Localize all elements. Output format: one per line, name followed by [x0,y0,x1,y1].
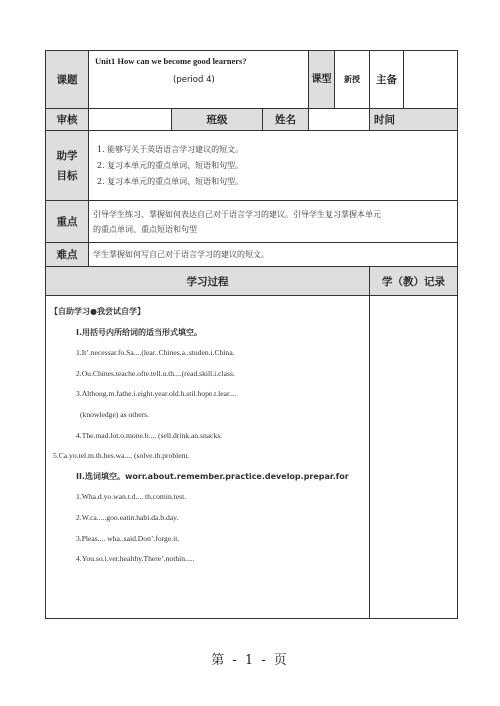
label-class: 班级 [172,109,263,131]
label-review: 审核 [46,109,89,131]
exercise-line: 4.The.mad.lot.o.mone.b.... (sell.drink.an.snacks. [76,430,223,440]
objective-item: 1. 能够写关于英语语言学习建议的短文。 [97,144,244,154]
record-header: 学（教）记录 [370,267,458,296]
lesson-title: Unit1 How can we become good learners? [95,56,247,66]
objective-item: 2. 复习本单元的重点单词、短语和句型。 [97,160,244,170]
section-one-heading: Ⅰ.用括号内所给词的适当形式填空。 [76,327,203,337]
exercise-line: 1.Wha.d.yo.wan.t.d.... th.comin.test. [76,492,187,502]
name-value [309,109,370,131]
exercise-line: 4.You.so.i.ver.healthy.There’.nothin..... [76,554,195,564]
exercise-line: 2.W.ca.....goo.eatin.habi.da.b.day. [76,512,179,522]
label-difficulties: 难点 [46,243,89,267]
process-header: 学习过程 [46,267,370,296]
exercise-line: 3.Althoug.m.fathe.i.eight.year.old.h.stil.hope.t.lear.... [76,389,237,399]
key-points-line1: 引导学生练习、掌握如何表达自己对于语言学习的建议。引导学生复习掌握本单元 [93,209,381,219]
label-key-points: 重点 [46,201,89,243]
key-points-text [89,201,458,243]
label-time: 时间 [370,109,458,131]
exercise-line: 2.Ou.Chines.teache.ofte.tell.u.th....(read.skill.i.class. [76,368,235,378]
objectives-list [89,131,458,201]
label-objectives-line2: 目标 [56,169,78,182]
type-value: 新授 [335,51,370,109]
record-column [370,296,458,619]
process-body [46,296,370,619]
exercise-line: 1.It’.necessar.fo.Sa....(lear..Chines.a..studen.i.China. [76,348,235,358]
section-two-heading: II.选词填空。worr.about.remember.practice.develop.prepar.for [76,471,349,481]
lead-value [404,51,458,109]
label-name: 姓名 [263,109,309,131]
objective-item: 2. 复习本单元的重点单词、短语和句型。 [97,176,244,186]
label-objectives-line1: 助学 [56,149,78,162]
exercise-line: 5.Ca.yo.tel.m.th.bes.wa.... (solve.th.problem. [53,451,190,461]
page-footer: 第 - 1 - 页 [211,653,289,668]
label-lead: 主备 [370,51,404,109]
section-self-study: 【自助学习●我尝试自学】 [50,307,145,316]
lesson-period: (period 4) [173,75,215,85]
exercise-line: (knowledge) as others. [80,409,149,419]
label-type: 课型 [309,51,335,109]
lesson-plan-table [45,50,458,619]
difficulties-text: 学生掌握如何写自己对于语言学习的建议的短文。 [89,243,458,267]
label-objectives [46,131,89,201]
exercise-line: 3.Pleas.... wha..said.Don’.forge.it. [76,533,180,543]
lesson-title-cell [89,51,309,109]
review-value [89,109,172,131]
key-points-line2: 的重点单词、重点短语和句型 [93,224,197,234]
label-topic: 课题 [46,51,89,109]
